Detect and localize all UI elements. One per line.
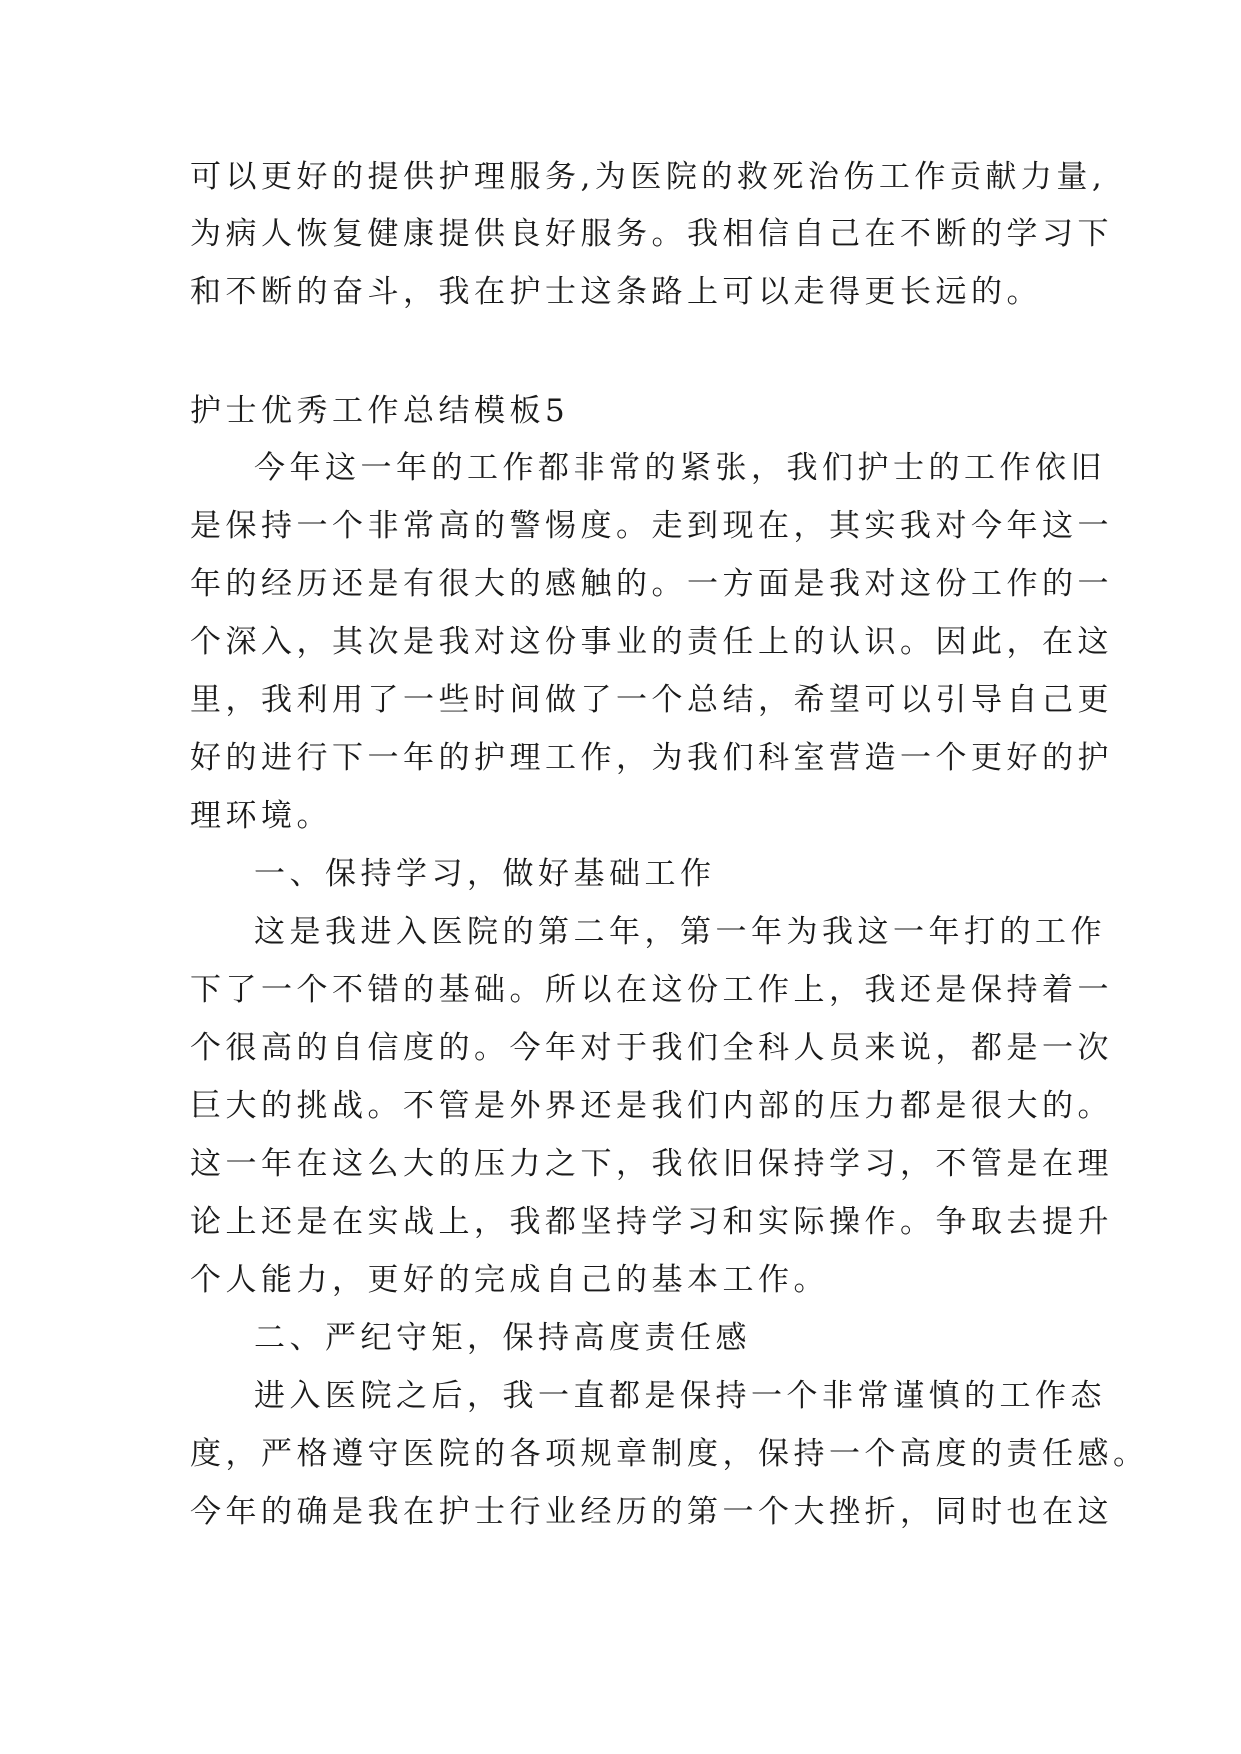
body-text-line: 巨大的挑战。不管是外界还是我们内部的压力都是很大的。 (190, 1088, 1113, 1124)
subsection-heading: 一、保持学习，做好基础工作 (254, 856, 716, 892)
body-text-line: 今年的确是我在护士行业经历的第一个大挫折，同时也在这 (190, 1494, 1113, 1530)
subsection-heading: 二、严纪守矩，保持高度责任感 (254, 1320, 751, 1356)
body-text-line: 这是我进入医院的第二年，第一年为我这一年打的工作 (254, 914, 1106, 950)
section-heading: 护士优秀工作总结模板5 (190, 393, 570, 429)
body-text-line: 个很高的自信度的。今年对于我们全科人员来说，都是一次 (190, 1030, 1113, 1066)
body-text-line: 下了一个不错的基础。所以在这份工作上，我还是保持着一 (190, 972, 1113, 1008)
body-text-line: 是保持一个非常高的警惕度。走到现在，其实我对今年这一 (190, 508, 1113, 544)
body-text-line: 为病人恢复健康提供良好服务。我相信自己在不断的学习下 (190, 216, 1113, 252)
body-text-line: 年的经历还是有很大的感触的。一方面是我对这份工作的一 (190, 566, 1113, 602)
body-text-line: 论上还是在实战上，我都坚持学习和实际操作。争取去提升 (190, 1204, 1113, 1240)
body-text-line: 这一年在这么大的压力之下，我依旧保持学习，不管是在理 (190, 1146, 1113, 1182)
body-text-line: 和不断的奋斗，我在护士这条路上可以走得更长远的。 (190, 274, 1042, 310)
body-text-line: 好的进行下一年的护理工作，为我们科室营造一个更好的护 (190, 740, 1113, 776)
body-text-line: 进入医院之后，我一直都是保持一个非常谨慎的工作态 (254, 1378, 1106, 1414)
body-text-line: 理环境。 (190, 798, 332, 834)
body-text-line: 里，我利用了一些时间做了一个总结，希望可以引导自己更 (190, 682, 1113, 718)
body-text-line: 个人能力，更好的完成自己的基本工作。 (190, 1262, 829, 1298)
body-text-line: 今年这一年的工作都非常的紧张，我们护士的工作依旧 (254, 450, 1106, 486)
body-text-line: 可以更好的提供护理服务,为医院的救死治伤工作贡献力量, (190, 159, 1107, 195)
body-text-line: 个深入，其次是我对这份事业的责任上的认识。因此，在这 (190, 624, 1113, 660)
body-text-line: 度，严格遵守医院的各项规章制度，保持一个高度的责任感。 (190, 1436, 1149, 1472)
